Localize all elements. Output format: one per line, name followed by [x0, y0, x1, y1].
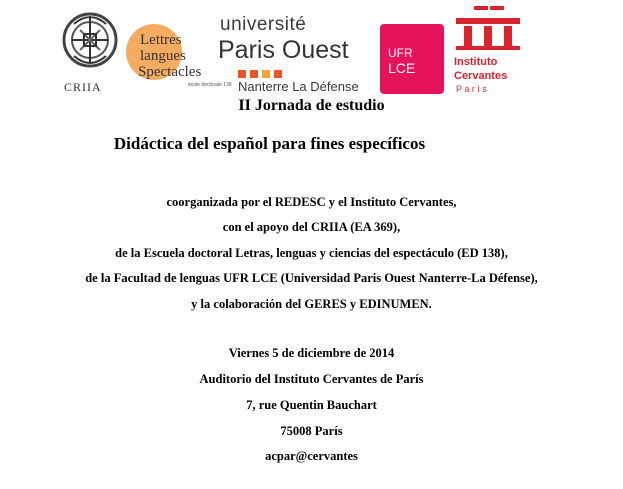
criia-label: CRIIA — [64, 80, 102, 94]
criia-logo — [60, 4, 120, 96]
lls-line-3: Spectacles — [138, 64, 202, 80]
po-nanterre: Nanterre La Défense — [238, 79, 359, 94]
event-venue: Auditorio del Instituto Cervantes de París — [199, 372, 424, 386]
ufr-lce-logo — [380, 24, 444, 94]
paris-ouest-logo — [218, 10, 368, 92]
criia-emblem-icon — [60, 4, 120, 78]
organized-line-3: de la Escuela doctoral Letras, lenguas y ciencias del espectáculo (ED 138), — [115, 246, 508, 260]
cervantes-line-2: Cervantes — [454, 70, 508, 82]
lce-label: LCE — [388, 60, 416, 76]
page-heading: II Jornada de estudio — [238, 97, 385, 114]
po-square-icon — [262, 70, 270, 78]
logo-bar — [0, 0, 623, 100]
po-square-icon — [250, 70, 258, 78]
organized-line-2: con el apoyo del CRIIA (EA 369), — [222, 220, 401, 234]
lls-line-2: langues — [140, 48, 186, 64]
cervantes-line-3: P a r í s — [456, 84, 487, 94]
po-square-icon — [274, 70, 282, 78]
event-email: acpar@cervantes — [265, 449, 358, 463]
po-paris-ouest: Paris Ouest — [218, 36, 349, 64]
po-universite: université — [220, 14, 307, 35]
event-city: 75008 París — [280, 424, 343, 438]
lls-small-text: école doctorale 138 — [188, 82, 232, 88]
po-square-icon — [238, 70, 246, 78]
organized-line-4: de la Facultad de lenguas UFR LCE (Universidad Paris Ouest Nanterre-La Défense), — [85, 271, 538, 285]
organized-line-1: coorganizada por el REDESC y el Instituto Cervantes, — [166, 195, 457, 209]
event-street: 7, rue Quentin Bauchart — [246, 398, 377, 412]
event-date: Viernes 5 de diciembre de 2014 — [228, 346, 395, 360]
organized-line-5: y la colaboración del GERES y EDINUMEN. — [191, 297, 432, 311]
lettres-langues-spectacles-logo — [126, 22, 232, 94]
cervantes-emblem-icon — [452, 4, 524, 54]
page-title: Didáctica del español para fines específicos — [113, 134, 426, 153]
ufr-label: UFR — [388, 46, 413, 60]
lls-line-1: Lettres — [140, 32, 182, 48]
cervantes-line-1: Instituto — [454, 56, 498, 68]
instituto-cervantes-logo — [452, 4, 524, 96]
